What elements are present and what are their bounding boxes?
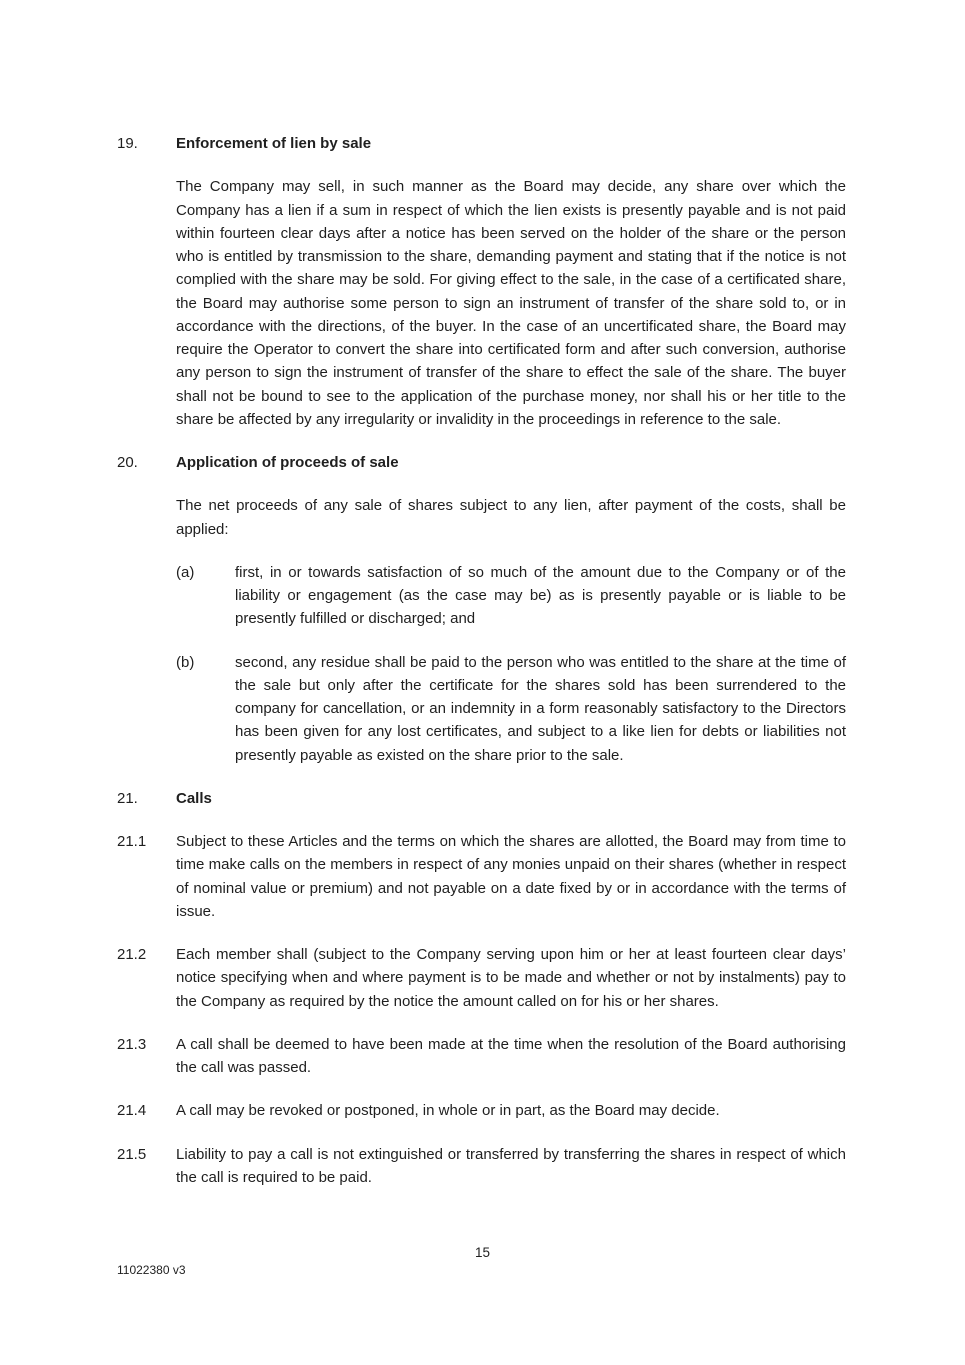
clause-21-3-text: A call shall be deemed to have been made at the time when the resolution of the Board authorising the call was passed. xyxy=(176,1035,846,1076)
section-21-number: 21. xyxy=(117,789,138,807)
section-20-item-a-row xyxy=(117,561,846,631)
spacer xyxy=(117,651,176,767)
section-20-number: 20. xyxy=(117,454,138,471)
section-21-heading: Calls xyxy=(176,789,212,807)
section-21-heading-row xyxy=(117,787,846,810)
section-20-intro-paragraph: The net proceeds of any sale of shares subject to any lien, after payment of the costs, shall be applied: xyxy=(176,497,846,538)
clause-21-3-number: 21.3 xyxy=(117,1035,147,1053)
clause-21-2-number: 21.2 xyxy=(117,946,147,963)
spacer xyxy=(117,561,176,631)
clause-21-1-text: Subject to these Articles and the terms on which the shares are allotted, the Board may from time to time make calls on the members in respect of any monies unpaid on their shares (whether in respect of nominal value or premium) and not payable on a date fixed by or in accordance with the terms of issue. xyxy=(176,833,846,920)
section-19-paragraph: The Company may sell, in such manner as the Board may decide, any share over which the Company has a lien if a sum in respect of which the lien exists is presently payable and is not paid within fourteen clear days after a notice has been served on the holder of the share or the person who is entitled by transmission to the share, demanding payment and stating that if the notice is not complied with the share may be sold. For giving effect to the sale, in the case of a certificated share, the Board may authorise some person to sign an instrument of transfer of the share sold to, or in accordance with the directions, of the buyer. In the case of an uncertificated share, the Board may require the Operator to convert the share into certificated form and after such conversion, authorise any person to sign the instrument of transfer of the share to effect the sale of the share. The buyer shall not be bound to see to the application of the purchase money, nor shall his or her title to the share be affected by any irregularity or invalidity in the proceedings in reference to the sale. xyxy=(176,178,846,428)
section-19-body-row xyxy=(117,175,846,431)
section-20-heading: Application of proceeds of sale xyxy=(176,454,399,471)
clause-21-5-row xyxy=(117,1143,846,1190)
section-20-item-b-text: second, any residue shall be paid to the person who was entitled to the share at the time of the sale but only after the certificate for the shares sold has been surrendered to the company for cancellation, or an indemnity in a form reasonably satisfactory to the Directors has been given for any lost certificates, and subject to a like lien for debts or liabilities not presently payable as existed on the share prior to the sale. xyxy=(235,653,846,764)
clause-21-1-row xyxy=(117,830,846,923)
document-content xyxy=(117,132,846,1209)
section-20-item-b-label: (b) xyxy=(176,653,195,671)
clause-21-2-row xyxy=(117,943,846,1013)
clause-21-4-number: 21.4 xyxy=(117,1102,147,1120)
clause-21-4-text: A call may be revoked or postponed, in whole or in part, as the Board may decide. xyxy=(176,1102,720,1120)
page-number: 15 xyxy=(474,1245,491,1260)
section-20-intro-row xyxy=(117,494,846,541)
clause-21-1-number: 21.1 xyxy=(117,833,147,850)
spacer xyxy=(117,175,176,431)
section-19-heading-row xyxy=(117,132,846,155)
section-20-heading-row xyxy=(117,451,846,474)
clause-21-2-text: Each member shall (subject to the Company serving upon him or her at least fourteen clear days’ notice specifying when and where payment is to be made and whether or not by instalments) pay to the Company as required by the notice the amount called on for his or her shares. xyxy=(176,946,846,1010)
section-20-item-a-label: (a) xyxy=(176,563,195,581)
clause-21-5-text: Liability to pay a call is not extinguished or transferred by transferring the shares in respect of which the call is required to be paid. xyxy=(176,1145,846,1186)
section-19-number: 19. xyxy=(117,135,138,152)
section-19-heading: Enforcement of lien by sale xyxy=(176,135,372,152)
clause-21-5-number: 21.5 xyxy=(117,1145,147,1163)
document-id-footer: 11022380 v3 xyxy=(117,1263,186,1277)
spacer xyxy=(117,494,176,541)
clause-21-4-row xyxy=(117,1099,846,1122)
section-20-item-a-text: first, in or towards satisfaction of so much of the amount due to the Company or of the liability or engagement (as the case may be) as is presently payable or is liable to be presently fulfilled or discharged; and xyxy=(235,563,846,628)
clause-21-3-row xyxy=(117,1033,846,1080)
section-20-item-b-row xyxy=(117,651,846,767)
